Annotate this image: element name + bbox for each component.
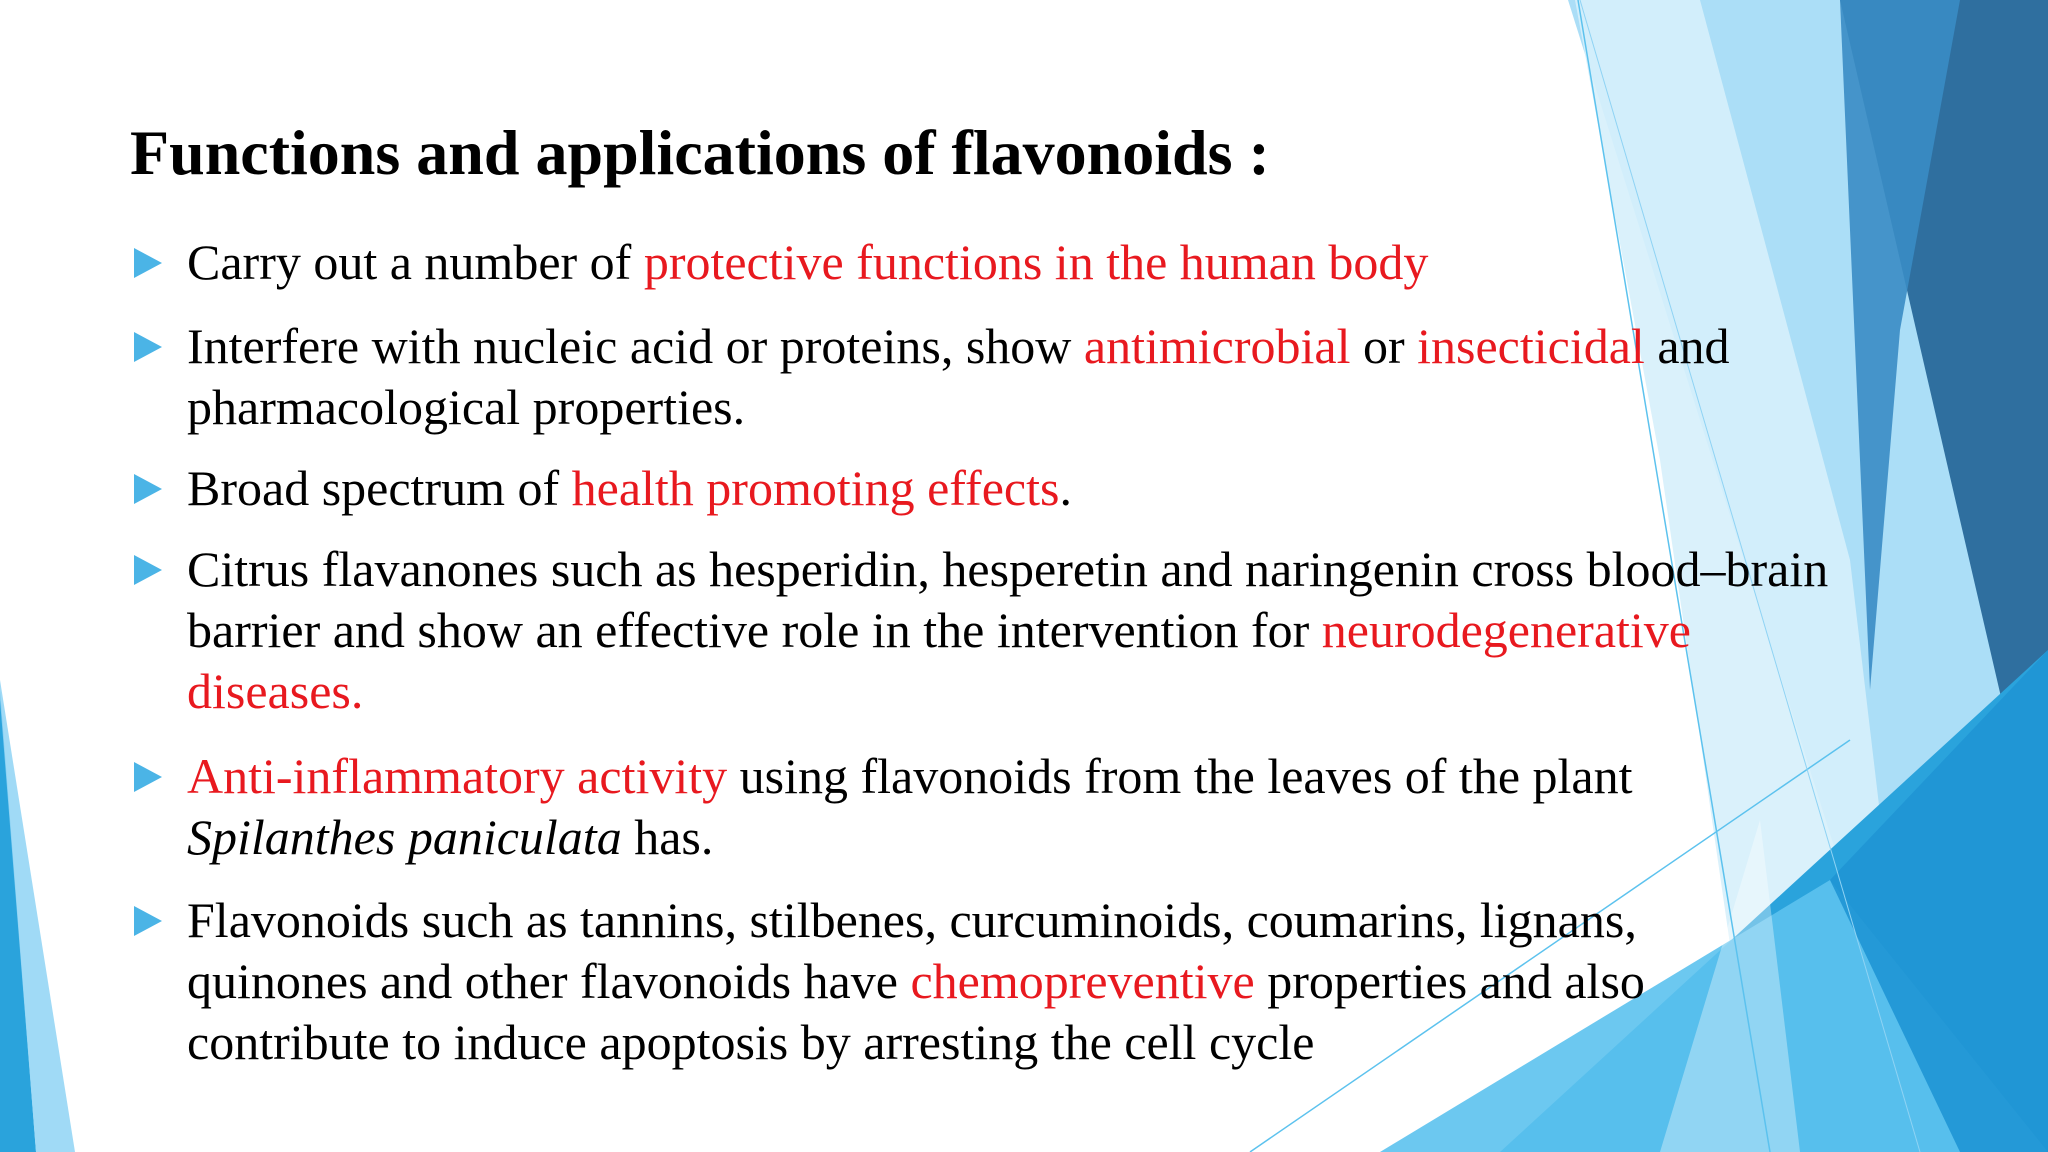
bullet-text-line (187, 1012, 1890, 1073)
bullet-text: has. (621, 809, 714, 865)
triangle-right-icon (134, 762, 162, 792)
bullet-text-line (187, 316, 1890, 377)
bullet-text: properties and also (1254, 953, 1645, 1009)
slide-title: Functions and applications of flavonoids : (130, 117, 1270, 188)
bullet-text-line (187, 232, 1890, 293)
bullet-text-line (187, 661, 1890, 722)
highlight-text: diseases. (187, 663, 364, 719)
bullet-item (130, 890, 1890, 1073)
triangle-right-icon (134, 474, 162, 504)
triangle-right-icon (134, 555, 162, 585)
bullet-text: Carry out a number of (187, 234, 644, 290)
triangle-right-icon (134, 332, 162, 362)
bullet-text: or (1350, 318, 1418, 374)
bullet-text: Citrus flavanones such as hesperidin, hesperetin and naringenin cross blood–brain (187, 541, 1829, 597)
highlight-text: antimicrobial (1083, 318, 1351, 374)
bullet-text: quinones and other flavonoids have (187, 953, 911, 1009)
bullet-item (130, 746, 1890, 868)
bullet-text-line (187, 807, 1890, 868)
bullet-text-line (187, 377, 1890, 438)
bullet-text: barrier and show an effective role in the intervention for (187, 602, 1322, 658)
bullet-text-line (187, 458, 1890, 519)
italic-text: Spilanthes paniculata (187, 809, 622, 865)
triangle-right-icon (134, 248, 162, 278)
bullet-item (130, 458, 1890, 519)
highlight-text: health promoting effects (571, 460, 1060, 516)
bullet-item (130, 316, 1890, 438)
triangle-right-icon (134, 906, 162, 936)
bullet-text-line (187, 600, 1890, 661)
highlight-text: neurodegenerative (1321, 602, 1691, 658)
bullet-text: . (1059, 460, 1072, 516)
bullet-text: contribute to induce apoptosis by arresting the cell cycle (187, 1014, 1315, 1070)
bullet-text-line (187, 890, 1890, 951)
bullet-text-line (187, 746, 1890, 807)
bullet-item (130, 232, 1890, 293)
bullet-text: and (1644, 318, 1730, 374)
bullet-text: Interfere with nucleic acid or proteins, show (187, 318, 1084, 374)
bullet-text: using flavonoids from the leaves of the plant (727, 748, 1633, 804)
bullet-text: Broad spectrum of (187, 460, 572, 516)
highlight-text: chemopreventive (910, 953, 1255, 1009)
highlight-text: protective functions in the human body (643, 234, 1429, 290)
bullet-text: pharmacological properties. (187, 379, 746, 435)
highlight-text: insecticidal (1417, 318, 1645, 374)
bullet-text: Flavonoids such as tannins, stilbenes, curcuminoids, coumarins, lignans, (187, 892, 1637, 948)
bullet-item (130, 539, 1890, 722)
bullet-text-line (187, 951, 1890, 1012)
highlight-text: Anti-inflammatory activity (187, 748, 728, 804)
bullet-text-line (187, 539, 1890, 600)
